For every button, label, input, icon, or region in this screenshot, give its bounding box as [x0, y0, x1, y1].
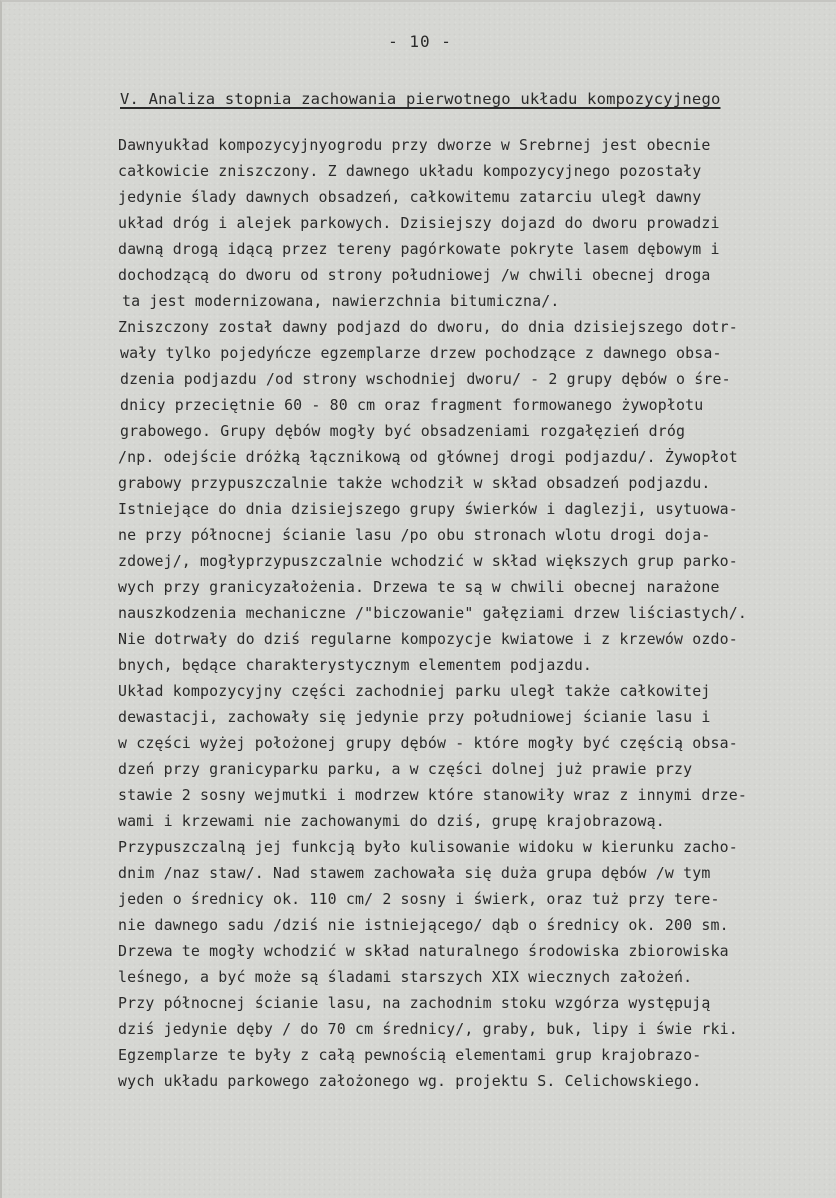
- text-line: dziś jedynie dęby / do 70 cm średnicy/, graby, buk, lipy i świe rki.: [118, 1020, 738, 1038]
- text-line: grabowy przypuszczalnie także wchodził w skład obsadzeń podjazdu.: [118, 474, 711, 492]
- text-line: ta jest modernizowana, nawierzchnia bitumiczna/.: [122, 292, 560, 310]
- text-line: dawną drogą idącą przez tereny pagórkowate pokryte lasem dębowym i: [118, 240, 720, 258]
- text-line: układ dróg i alejek parkowych. Dzisiejszy dojazd do dworu prowadzi: [118, 214, 720, 232]
- text-line: dewastacji, zachowały się jedynie przy południowej ścianie lasu i: [118, 708, 711, 726]
- text-line: nie dawnego sadu /dziś nie istniejącego/ dąb o średnicy ok. 200 sm.: [118, 916, 729, 934]
- text-line: Dawnyukład kompozycyjnyogrodu przy dworze w Srebrnej jest obecnie: [118, 136, 711, 154]
- text-line: jeden o średnicy ok. 110 cm/ 2 sosny i świerk, oraz tuż przy tere-: [118, 890, 720, 908]
- text-line: /np. odejście dróżką łącznikową od głównej drogi podjazdu/. Żywopłot: [118, 448, 738, 466]
- text-line: Egzemplarze te były z całą pewnością elementami grup krajobrazo-: [118, 1046, 702, 1064]
- text-line: dzenia podjazdu /od strony wschodniej dworu/ - 2 grupy dębów o śre-: [120, 370, 731, 388]
- text-line: Zniszczony został dawny podjazd do dworu, do dnia dzisiejszego dotr-: [118, 318, 738, 336]
- text-line: bnych, będące charakterystycznym elementem podjazdu.: [118, 656, 592, 674]
- text-line: dnicy przeciętnie 60 - 80 cm oraz fragment formowanego żywopłotu: [120, 396, 704, 414]
- text-line: Istniejące do dnia dzisiejszego grupy świerków i daglezji, usytuowa-: [118, 500, 738, 518]
- text-line: zdowej/, mogłyprzypuszczalnie wchodzić w skład większych grup parko-: [118, 552, 738, 570]
- text-line: wami i krzewami nie zachowanymi do dziś, grupę krajobrazową.: [118, 812, 665, 830]
- text-line: nauszkodzenia mechaniczne /"biczowanie" gałęziami drzew liściastych/.: [118, 604, 747, 622]
- text-line: dochodzącą do dworu od strony południowej /w chwili obecnej droga: [118, 266, 711, 284]
- text-line: Przy północnej ścianie lasu, na zachodnim stoku wzgórza występują: [118, 994, 711, 1012]
- text-line: w części wyżej położonej grupy dębów - które mogły być częścią obsa-: [118, 734, 738, 752]
- text-line: dnim /naz staw/. Nad stawem zachowała się duża grupa dębów /w tym: [118, 864, 711, 882]
- text-line: całkowicie zniszczony. Z dawnego układu kompozycyjnego pozostały: [118, 162, 702, 180]
- body-text: [118, 132, 818, 1094]
- text-line: Nie dotrwały do dziś regularne kompozycje kwiatowe i z krzewów ozdo-: [118, 630, 738, 648]
- text-line: stawie 2 sosny wejmutki i modrzew które stanowiły wraz z innymi drze-: [118, 786, 747, 804]
- text-line: wych przy granicyzałożenia. Drzewa te są w chwili obecnej narażone: [118, 578, 720, 596]
- text-line: ne przy północnej ścianie lasu /po obu stronach wlotu drogi doja-: [118, 526, 711, 544]
- text-line: Drzewa te mogły wchodzić w skład naturalnego środowiska zbiorowiska: [118, 942, 729, 960]
- page-number: - 10 -: [388, 32, 452, 51]
- text-line: dzeń przy granicyparku parku, a w części dolnej już prawie przy: [118, 760, 693, 778]
- text-line: grabowego. Grupy dębów mogły być obsadzeniami rozgałęzień dróg: [120, 422, 686, 440]
- text-line: wały tylko pojedyńcze egzemplarze drzew pochodzące z dawnego obsa-: [120, 344, 722, 362]
- text-line: jedynie ślady dawnych obsadzeń, całkowitemu zatarciu uległ dawny: [118, 188, 702, 206]
- text-line: Przypuszczalną jej funkcją było kulisowanie widoku w kierunku zacho-: [118, 838, 738, 856]
- text-line: leśnego, a być może są śladami starszych XIX wiecznych założeń.: [118, 968, 693, 986]
- text-line: Układ kompozycyjny części zachodniej parku uległ także całkowitej: [118, 682, 711, 700]
- text-line: wych układu parkowego założonego wg. projektu S. Celichowskiego.: [118, 1072, 702, 1090]
- section-title: V. Analiza stopnia zachowania pierwotnego układu kompozycyjnego: [120, 90, 721, 108]
